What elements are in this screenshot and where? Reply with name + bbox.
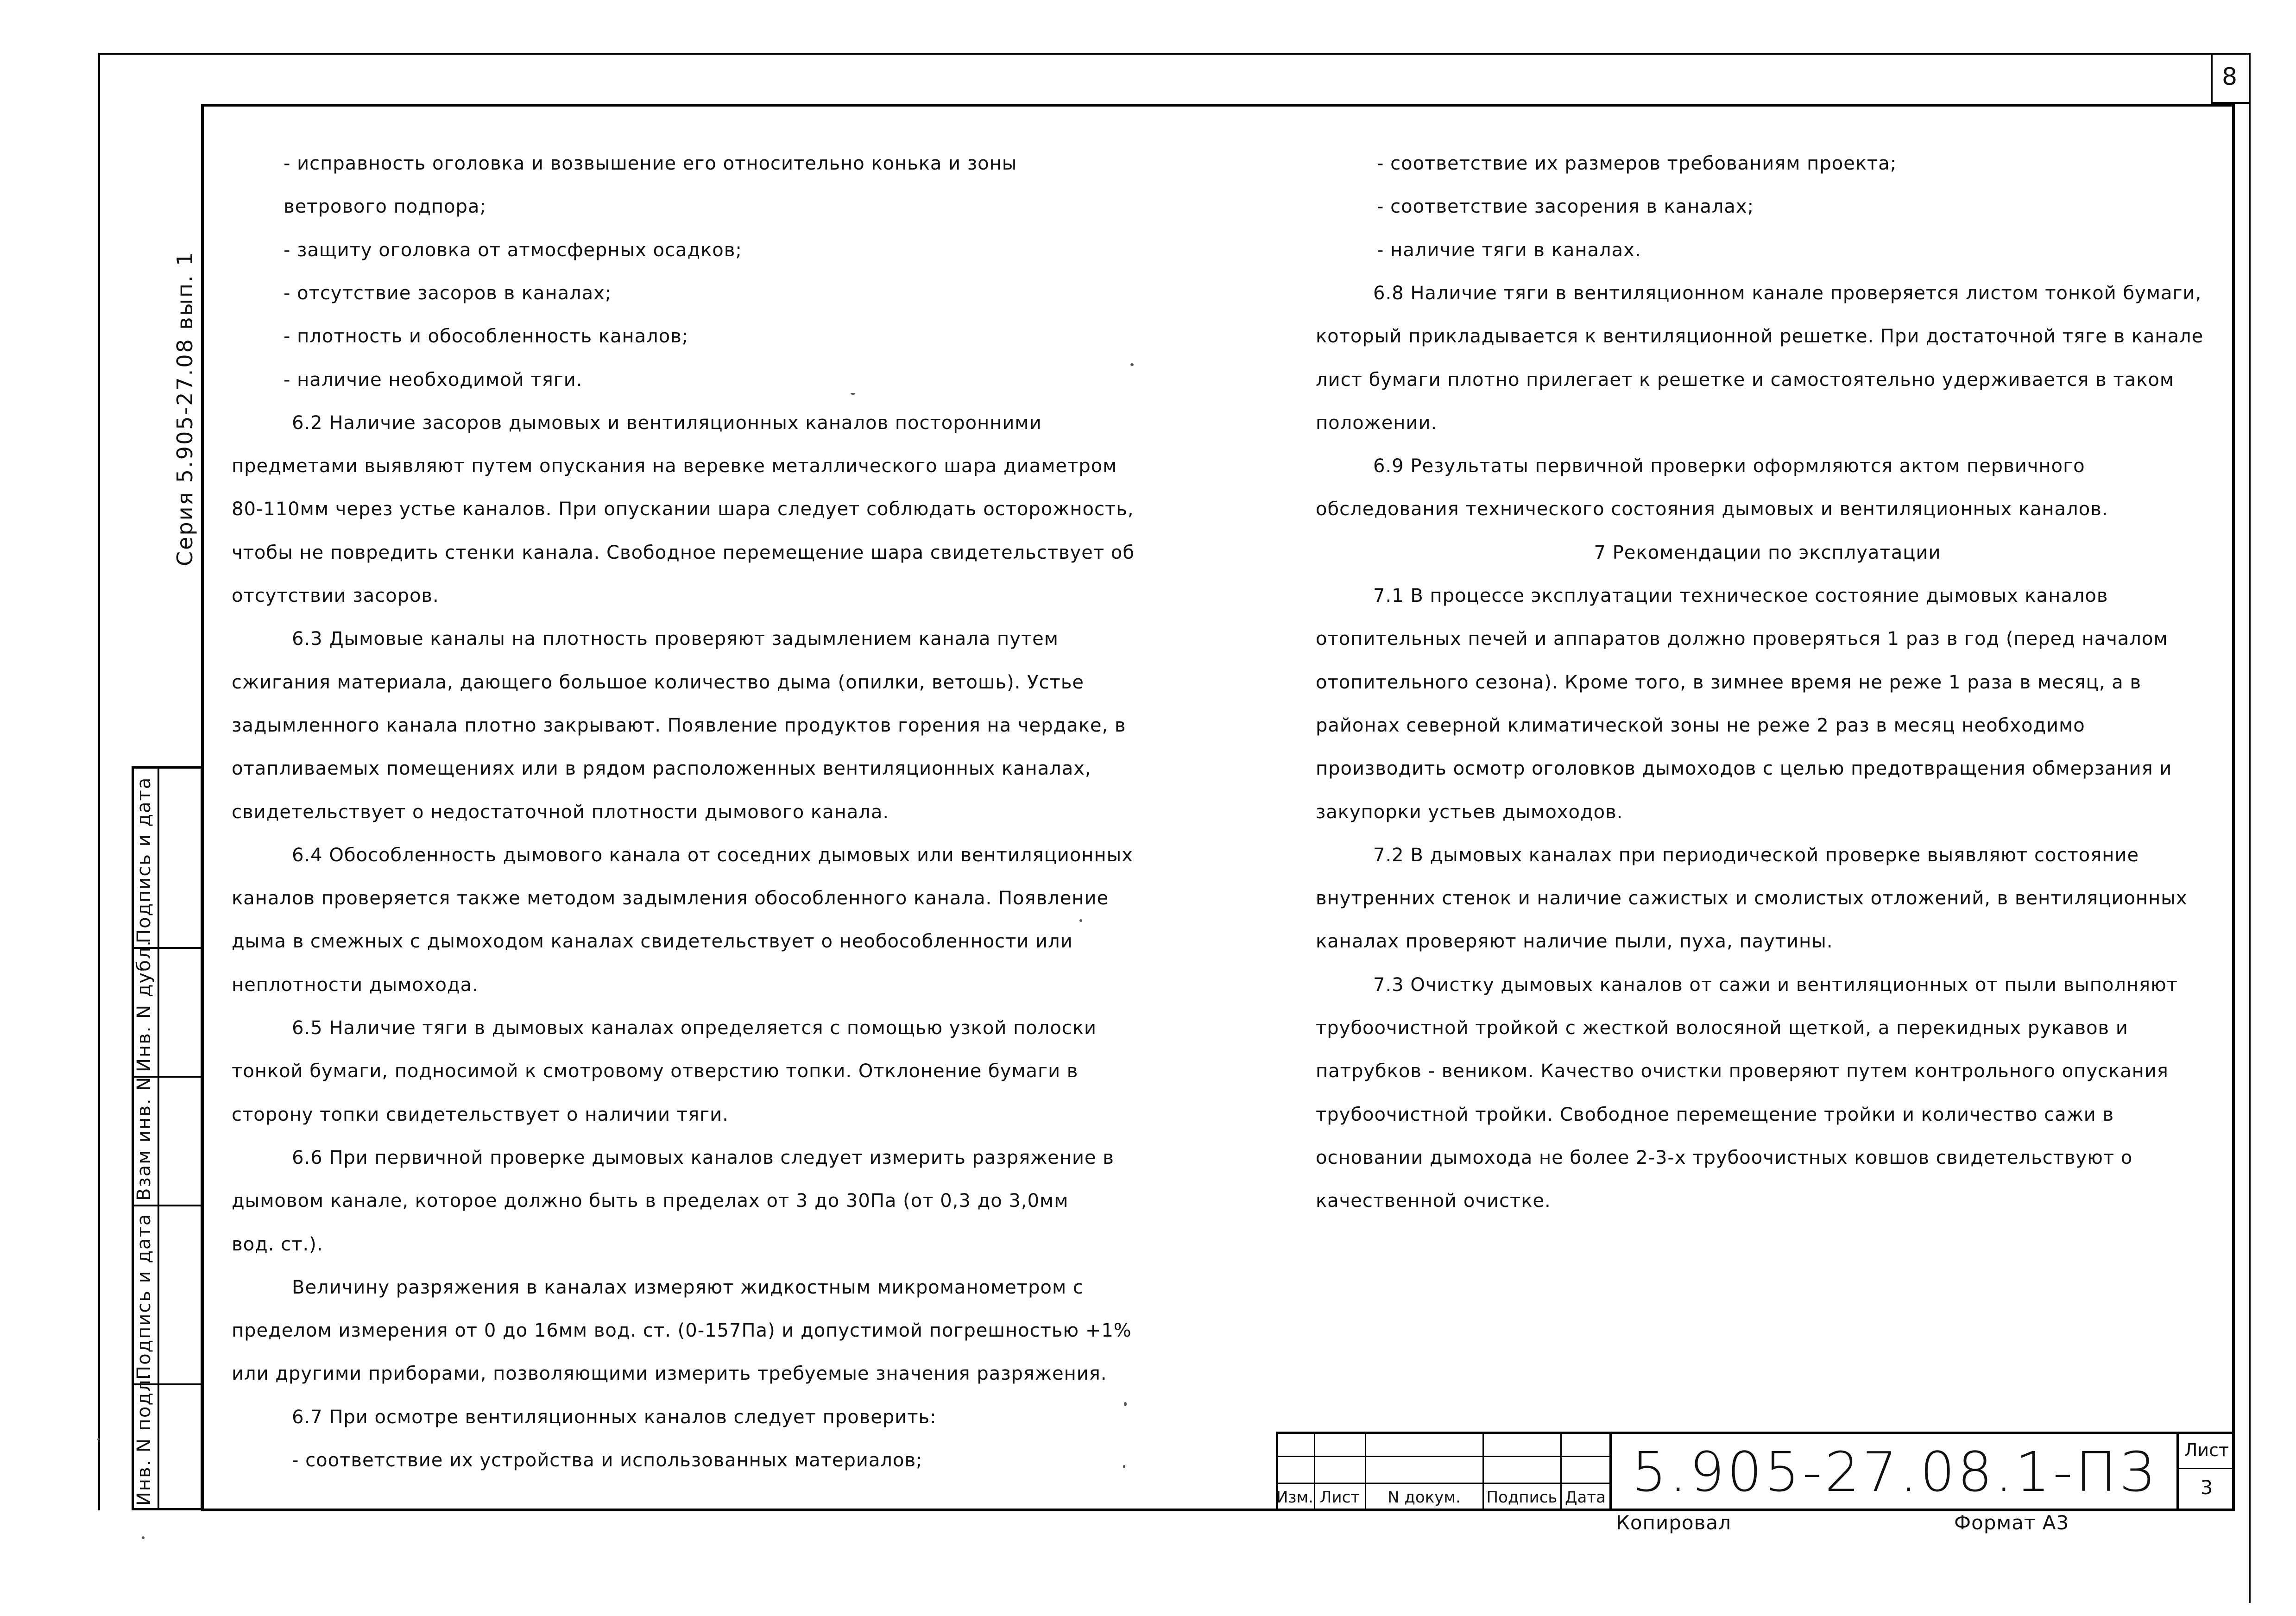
side-stamp-inv-podl: Инв. N подл. (133, 1372, 155, 1506)
tb-header-izm: Изм. (1276, 1488, 1313, 1507)
left-text-line: чтобы не повредить стенки канала. Свободное перемещение шара свидетельствует об (232, 542, 1135, 563)
scan-speck (1130, 363, 1134, 366)
right-text-line: - соответствие засорения в каналах; (1377, 196, 1754, 218)
right-text-line: 7.2 В дымовых каналах при периодической проверке выявляют состояние (1373, 844, 2139, 866)
tb-header-signature: Подпись (1486, 1488, 1558, 1507)
left-text-line: - плотность и обособленность каналов; (284, 326, 689, 347)
left-text-line: дыма в смежных с дымоходом каналах свидетельствует о необособленности или (232, 931, 1073, 953)
tb-row-1 (1276, 1456, 1609, 1457)
right-text-line: закупорки устьев дымоходов. (1316, 801, 1623, 823)
document-code: 5.905-27.08.1-ПЗ (1632, 1440, 2157, 1504)
left-text-line: 6.7 При осмотре вентиляционных каналов следует проверить: (292, 1406, 937, 1428)
left-text-line: ветрового подпора; (284, 196, 486, 218)
series-label: Серия 5.905-27.08 вып. 1 (172, 251, 197, 566)
left-text-line: сжигания материала, дающего большое количество дыма (опилки, ветошь). Устье (232, 671, 1085, 693)
left-text-line: - наличие необходимой тяги. (284, 369, 583, 391)
sheet-label: Лист (2184, 1440, 2229, 1460)
right-text-line: районах северной климатической зоны не реже 2 раз в месяц необходимо (1316, 714, 2085, 736)
outer-frame-left (98, 53, 100, 1510)
left-text-line: каналов проверяется также методом задымления обособленного канала. Появление (232, 888, 1109, 909)
side-stamp-signature-date-2: Подпись и дата (133, 776, 155, 943)
side-stamp-vzam-inv: Взам инв. N (133, 1076, 155, 1201)
right-text-line: 6.9 Результаты первичной проверки оформляются актом первичного (1373, 455, 2085, 477)
right-text-column (1316, 153, 2219, 1265)
left-text-line: 6.4 Обособленность дымового канала от соседних дымовых или вентиляционных (292, 844, 1133, 866)
tb-sheet-divider (2176, 1468, 2235, 1469)
scan-speck (142, 1536, 145, 1539)
right-text-line: патрубков - веником. Качество очистки проверяют путем контрольного опускания (1316, 1060, 2169, 1082)
paper-format-label: Формат А3 (1954, 1511, 2069, 1534)
left-text-line: пределом измерения от 0 до 16мм вод. ст. (0-157Па) и допустимой погрешностью +1% (232, 1320, 1132, 1342)
left-text-line: - исправность оголовка и возвышение его относительно конька и зоны (284, 153, 1017, 174)
scan-speck (1123, 1465, 1125, 1468)
left-text-line: 80-110мм через устье каналов. При опускании шара следует соблюдать осторожность, (232, 499, 1134, 520)
scan-speck (1079, 919, 1082, 922)
scan-speck (1124, 1402, 1127, 1406)
left-text-column (232, 153, 1163, 1478)
right-text-line: трубоочистной тройки. Свободное перемещение тройки и количество сажи в (1316, 1104, 2114, 1125)
left-text-line: - соответствие их устройства и использованных материалов; (292, 1450, 923, 1471)
copied-by-label: Копировал (1616, 1511, 1731, 1534)
right-text-line: 6.8 Наличие тяги в вентиляционном канале проверяется листом тонкой бумаги, (1373, 282, 2202, 304)
side-stamp-divider-v (158, 766, 159, 1510)
side-stamp-inv-dubl: Инв. N дубл. (133, 940, 155, 1072)
left-text-line: предметами выявляют путем опускания на веревке металлического шара диаметром (232, 455, 1117, 477)
left-text-line: - защиту оголовка от атмосферных осадков; (284, 239, 742, 261)
left-text-line: тонкой бумаги, подносимой к смотровому отверстию топки. Отклонение бумаги в (232, 1060, 1079, 1082)
outer-frame-right (2249, 53, 2251, 1603)
tb-header-date: Дата (1564, 1488, 1606, 1507)
right-text-line: положении. (1316, 412, 1438, 434)
right-text-line: - наличие тяги в каналах. (1377, 239, 1641, 261)
side-stamp-divider-2 (132, 1205, 203, 1206)
right-text-line: каналах проверяют наличие пыли, пуха, паутины. (1316, 931, 1833, 953)
right-text-line: обследования технического состояния дымовых и вентиляционных каналов. (1316, 499, 2108, 520)
left-text-line: Величину разряжения в каналах измеряют жидкостным микроманометром с (292, 1276, 1084, 1298)
left-text-line: отапливаемых помещениях или в рядом расположенных вентиляционных каналах, (232, 758, 1091, 780)
right-text-line: - соответствие их размеров требованиям проекта; (1377, 153, 1897, 174)
right-text-line: лист бумаги плотно прилегает к решетке и самостоятельно удерживается в таком (1316, 369, 2175, 391)
right-text-line: отопительных печей и аппаратов должно проверяться 1 раз в год (перед началом (1316, 628, 2168, 650)
left-text-line: - отсутствие засоров в каналах; (284, 282, 612, 304)
right-text-line: качественной очистке. (1316, 1190, 1551, 1212)
tb-row-2 (1276, 1483, 1609, 1484)
left-text-line: или другими приборами, позволяющими измерить требуемые значения разряжения. (232, 1363, 1107, 1385)
scan-speck (851, 393, 855, 395)
left-text-line: 6.2 Наличие засоров дымовых и вентиляционных каналов посторонними (292, 412, 1042, 434)
right-text-line: трубоочистной тройкой с жесткой волосяной щеткой, а перекидных рукавов и (1316, 1017, 2128, 1039)
right-text-line: 7 Рекомендации по эксплуатации (1594, 542, 1941, 563)
right-text-line: отопительного сезона). Кроме того, в зимнее время не реже 1 раза в месяц, а в (1316, 671, 2142, 693)
left-text-line: вод. ст.). (232, 1233, 323, 1255)
right-text-line: внутренних стенок и наличие сажистых и смолистых отложений, в вентиляционных (1316, 888, 2188, 909)
left-text-line: 6.3 Дымовые каналы на плотность проверяют задымлением канала путем (292, 628, 1059, 650)
right-text-line: который прикладывается к вентиляционной решетке. При достаточной тяге в канале (1316, 326, 2204, 347)
left-text-line: неплотности дымохода. (232, 974, 479, 996)
outer-frame-top (98, 53, 2251, 55)
left-text-line: свидетельствует о недостаточной плотности дымового канала. (232, 801, 889, 823)
right-text-line: 7.1 В процессе эксплуатации техническое состояние дымовых каналов (1373, 585, 2108, 606)
page-number: 8 (2222, 63, 2238, 91)
sheet-number: 3 (2200, 1476, 2213, 1499)
tb-header-list: Лист (1319, 1488, 1360, 1507)
right-text-line: производить осмотр оголовков дымоходов с целью предотвращения обмерзания и (1316, 758, 2172, 780)
tb-header-doc-number: N докум. (1388, 1488, 1461, 1507)
left-text-line: 6.6 При первичной проверке дымовых каналов следует измерить разряжение в (292, 1147, 1114, 1168)
left-text-line: сторону топки свидетельствует о наличии тяги. (232, 1104, 729, 1125)
left-text-line: дымовом канале, которое должно быть в пределах от 3 до 30Па (от 0,3 до 3,0мм (232, 1190, 1069, 1212)
left-text-line: задымленного канала плотно закрывают. Появление продуктов горения на чердаке, в (232, 714, 1126, 736)
right-text-line: основании дымохода не более 2-3-х трубоочистных ковшов свидетельствуют о (1316, 1147, 2133, 1168)
left-text-line: 6.5 Наличие тяги в дымовых каналах определяется с помощью узкой полоски (292, 1017, 1097, 1039)
side-stamp-signature-date-1: Подпись и дата (133, 1213, 155, 1380)
right-text-line: 7.3 Очистку дымовых каналов от сажи и вентиляционных от пыли выполняют (1373, 974, 2178, 996)
left-text-line: отсутствии засоров. (232, 585, 439, 606)
scan-speck (97, 1438, 100, 1440)
tb-col-5 (1609, 1432, 1612, 1511)
